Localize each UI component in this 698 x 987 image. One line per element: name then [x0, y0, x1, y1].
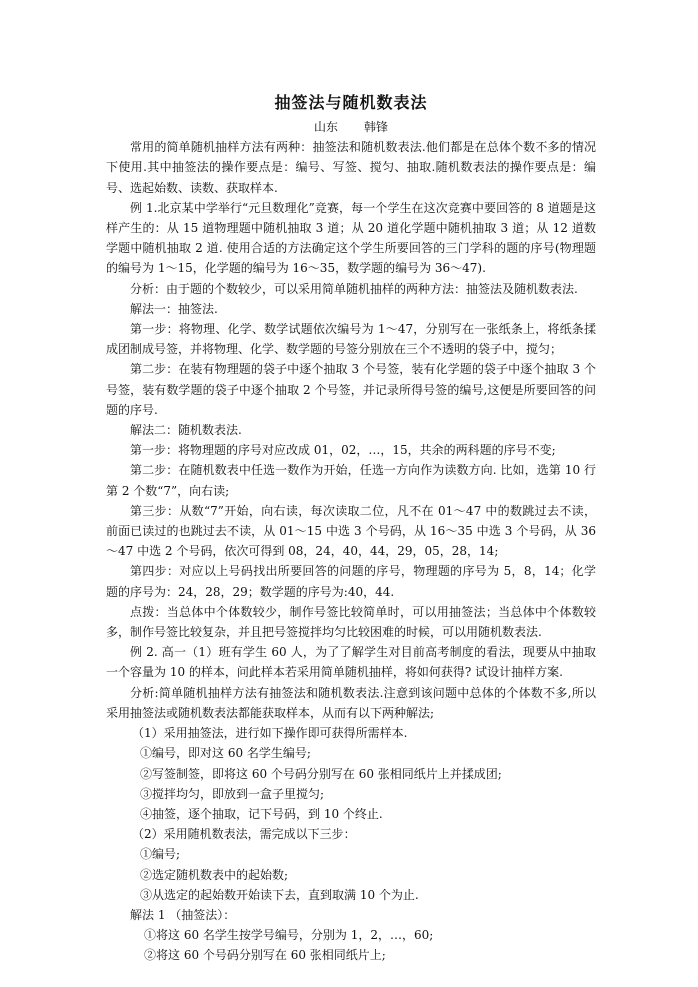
- method-lottery-step: ④抽签，逐个抽取，记下号码，到 10 个终止.: [140, 806, 383, 821]
- method-random-table-heading: （2）采用随机数表法，需完成以下三步：: [132, 827, 356, 842]
- method-random-table-step: ③从选定的起始数开始读下去，直到取满 10 个为止.: [140, 887, 419, 902]
- solution-one-heading: 解法一：抽签法.: [130, 301, 218, 316]
- author-place: 山东: [313, 120, 338, 134]
- document-page: [106, 92, 596, 966]
- author-name: 韩锋: [364, 120, 389, 134]
- solution-two-step4: 第四步：对应以上号码找出所要回答的问题的序号，物理题的序号为 5，8，14；化学题的序号为：24，28，29；数学题的序号为:40，44.: [106, 564, 596, 599]
- method-random-table-step: ②选定随机数表中的起始数;: [140, 867, 289, 882]
- solution-two-step3: 第三步：从数“7”开始，向右读，每次读取二位，凡不在 01～47 中的数跳过去不读，前面已读过的也跳过去不读，从 01～15 中选 3 个号码，从 16～35 中选 3 个号码，从 36～47 中选 2 个号码，依次可得到 08，24，40，44，29，05，28，14;: [106, 503, 596, 559]
- author-line: [106, 117, 596, 137]
- method-lottery-step: ③搅拌均匀，即放到一盒子里搅匀;: [140, 786, 325, 801]
- solution1-step: ①将这 60 名学生按学号编号，分别为 1，2，…，60;: [144, 928, 434, 943]
- solution1-step: ②将这 60 个号码分别写在 60 张相同纸片上;: [144, 948, 386, 963]
- method-lottery-step: ②写签制签，即将这 60 个号码分别写在 60 张相同纸片上并揉成团;: [140, 766, 502, 781]
- example2-problem: 例 2. 高一（1）班有学生 60 人，为了了解学生对目前高考制度的看法，现要从中抽取一个容量为 10 的样本，问此样本若采用简单随机抽样，将如何获得? 试设计抽样方案.: [106, 645, 596, 680]
- example1-problem: 例 1.北京某中学举行“元旦数理化”竞赛，每一个学生在这次竞赛中要回答的 8 道题是这样产生的：从 15 道物理题中随机抽取 3 道；从 20 道化学题中随机抽取 3 道；从 12 道数学题中随机抽取 2 道. 使用合适的方法确定这个学生所要回答的三门学科的题的序号(物理题的编号为 1～15，化学题的编号为 16～35，数学题的编号为 36～47).: [106, 200, 596, 276]
- example2-analysis: 分析:简单随机抽样方法有抽签法和随机数表法.注意到该问题中总体的个体数不多,所以采用抽签法或随机数表法都能获取样本，从而有以下两种解法;: [106, 685, 596, 720]
- solution-one-step1: 第一步：将物理、化学、数学试题依次编号为 1～47，分别写在一张纸条上，将纸条揉成团制成号签，并将物理、化学、数学题的号签分别放在三个不透明的袋子中，搅匀；: [106, 322, 596, 357]
- method-random-table-step: ①编号;: [140, 847, 181, 862]
- method-lottery-heading: （1）采用抽签法，进行如下操作即可获得所需样本.: [132, 726, 408, 741]
- example1-analysis: 分析：由于题的个数较少，可以采用简单随机抽样的两种方法：抽签法及随机数表法.: [130, 281, 578, 296]
- method-lottery-step: ①编号，即对这 60 名学生编号;: [140, 746, 311, 761]
- tip-paragraph: 点拨：当总体中个体数较少，制作号签比较简单时，可以用抽签法；当总体中个体数较多，制作号签比较复杂，并且把号签搅拌均匀比较困难的时候，可以用随机数表法.: [106, 604, 596, 640]
- solution1-heading: 解法 1 （抽签法）：: [130, 907, 236, 922]
- solution-two-step1: 第一步：将物理题的序号对应改成 01，02，…，15，共余的两科题的序号不变;: [130, 443, 556, 458]
- intro-paragraph: 常用的简单随机抽样方法有两种：抽签法和随机数表法.他们都是在总体个数不多的情况下使用.其中抽签法的操作要点是：编号、写签、搅匀、抽取.随机数表法的操作要点是：编号、选起始数、读数、获取样本.: [106, 140, 596, 195]
- document-title: 抽签法与随机数表法: [274, 93, 428, 112]
- solution-two-heading: 解法二：随机数表法.: [130, 423, 242, 438]
- solution-one-step2: 第二步：在装有物理题的袋子中逐个抽取 3 个号签，装有化学题的袋子中逐个抽取 3 个号签，装有数学题的袋子中逐个抽取 2 个号签，并记录所得号签的编号,这便是所要回答的问题的序号.: [106, 362, 596, 417]
- solution-two-step2: 第二步：在随机数表中任选一数作为开始，任选一方向作为读数方向. 比如，选第 10 行第 2 个数“7”，向右读;: [106, 463, 596, 498]
